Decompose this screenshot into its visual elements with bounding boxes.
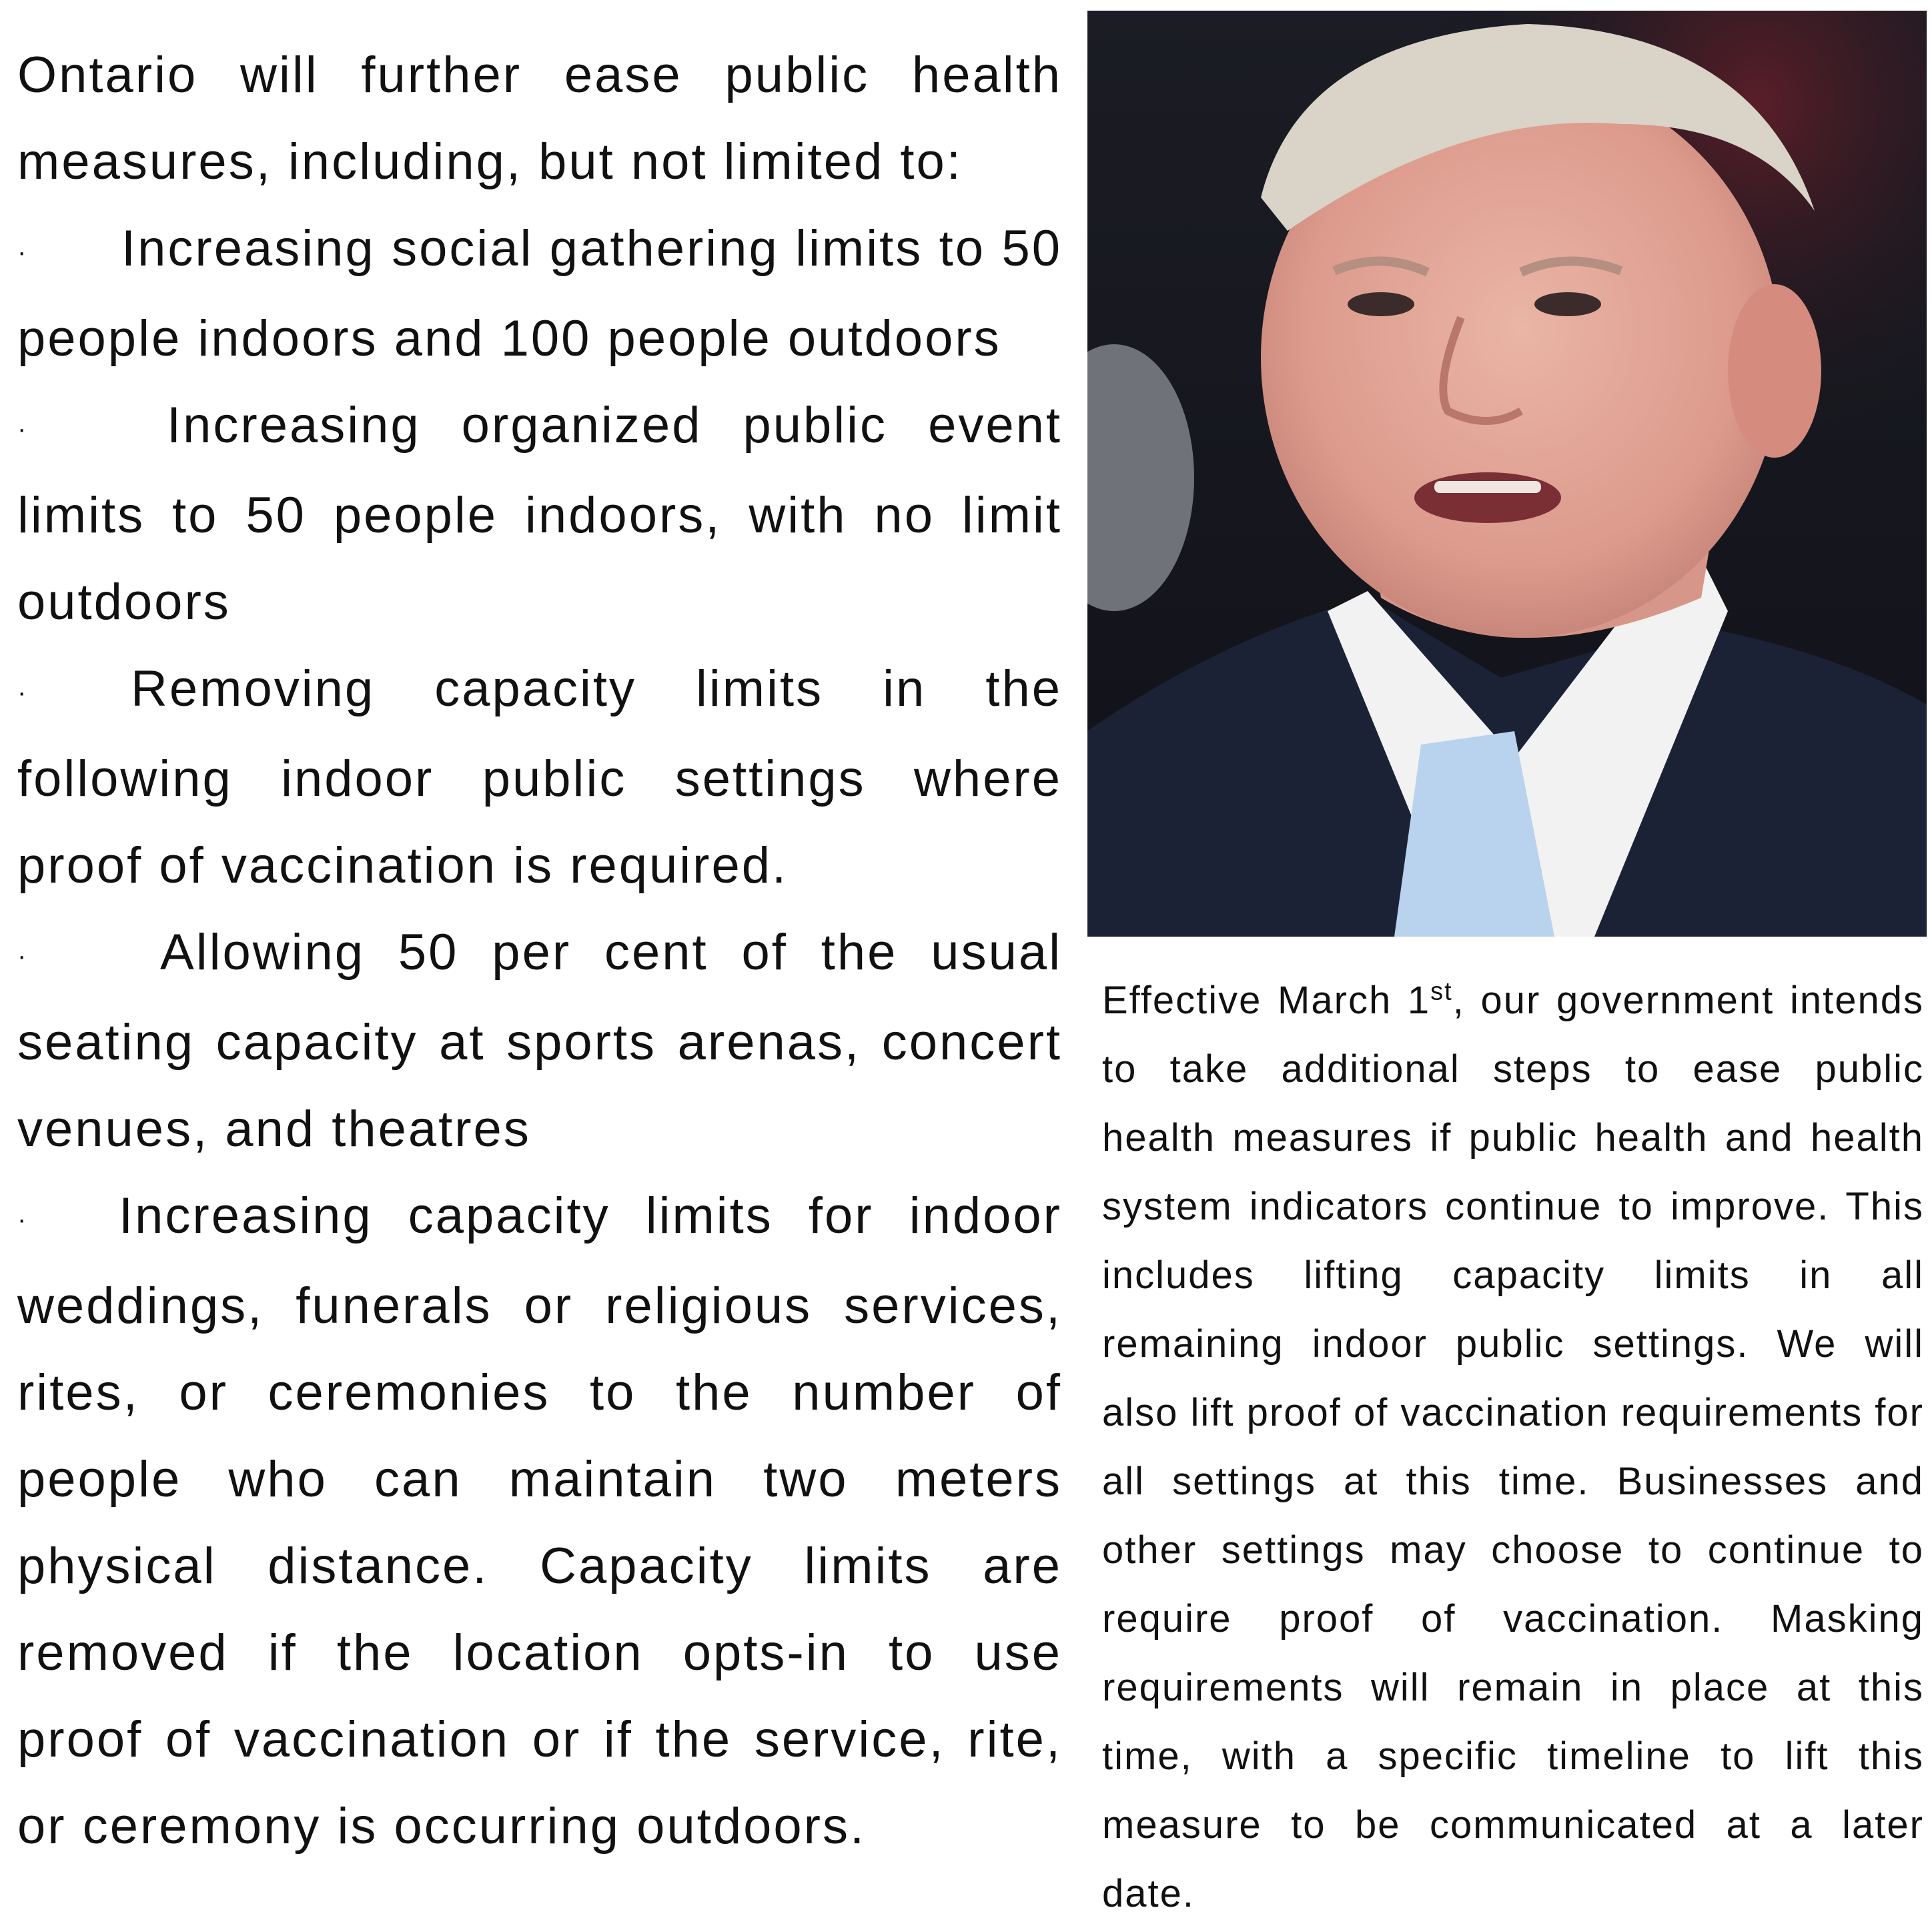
ear [1728, 284, 1821, 458]
bullet-text: Removing capacity limits in the following indoor public settings where proof of vaccination is required. [17, 660, 1062, 894]
bullet-item [17, 1173, 1062, 1870]
body-text: , our government intends to take additional steps to ease public health measures if public health and health system indicators continue to improve. This includes lifting capacity limits in all remaining indoor public settings. We will also lift proof of vaccination requirements for all settings at this time. Businesses and other settings may choose to continue to require proof of vaccination. Masking requirements will remain in place at this time, with a specific timeline to lift this measure to be communicated at a later date. [1102, 979, 1924, 1915]
lead-text: Effective March 1 [1102, 979, 1431, 1022]
bullet-text: Increasing organized public event limits to 50 people indoors, with no limit outdoors [17, 396, 1062, 630]
bullet-text: Increasing capacity limits for indoor weddings, funerals or religious services, rites, or ceremonies to the number of people who can maintain two meters physical distance. Capacity limits are removed if the location opts-in to use proof of vaccination or if the service, rite, or ceremony is occurring outdoors. [17, 1187, 1062, 1855]
effective-date-paragraph [1102, 966, 1924, 1928]
left-eye [1348, 292, 1414, 316]
bullet-item [17, 382, 1062, 646]
left-text-column [17, 32, 1062, 1870]
intro-paragraph: Ontario will further ease public health measures, including, but not limited to: [17, 47, 1062, 190]
bullet-item [17, 205, 1062, 382]
bullet-dot: · [17, 1204, 29, 1234]
bullet-item [17, 909, 1062, 1173]
portrait-photo [1087, 11, 1927, 937]
teeth [1434, 481, 1541, 493]
bullet-dot: · [17, 414, 29, 444]
bullet-dot: · [17, 941, 29, 971]
date-superscript: st [1430, 977, 1453, 1006]
bullet-text: Increasing social gathering limits to 50 people indoors and 100 people outdoors [17, 220, 1062, 367]
bullet-item [17, 646, 1062, 909]
right-eye [1534, 292, 1601, 316]
right-text-column [1102, 966, 1924, 1928]
mouth [1414, 472, 1561, 523]
portrait-illustration [1087, 11, 1927, 937]
bullet-text: Allowing 50 per cent of the usual seating capacity at sports arenas, concert venues, and theatres [17, 923, 1062, 1157]
bullet-dot: · [17, 237, 29, 267]
bullet-dot: · [17, 677, 29, 707]
